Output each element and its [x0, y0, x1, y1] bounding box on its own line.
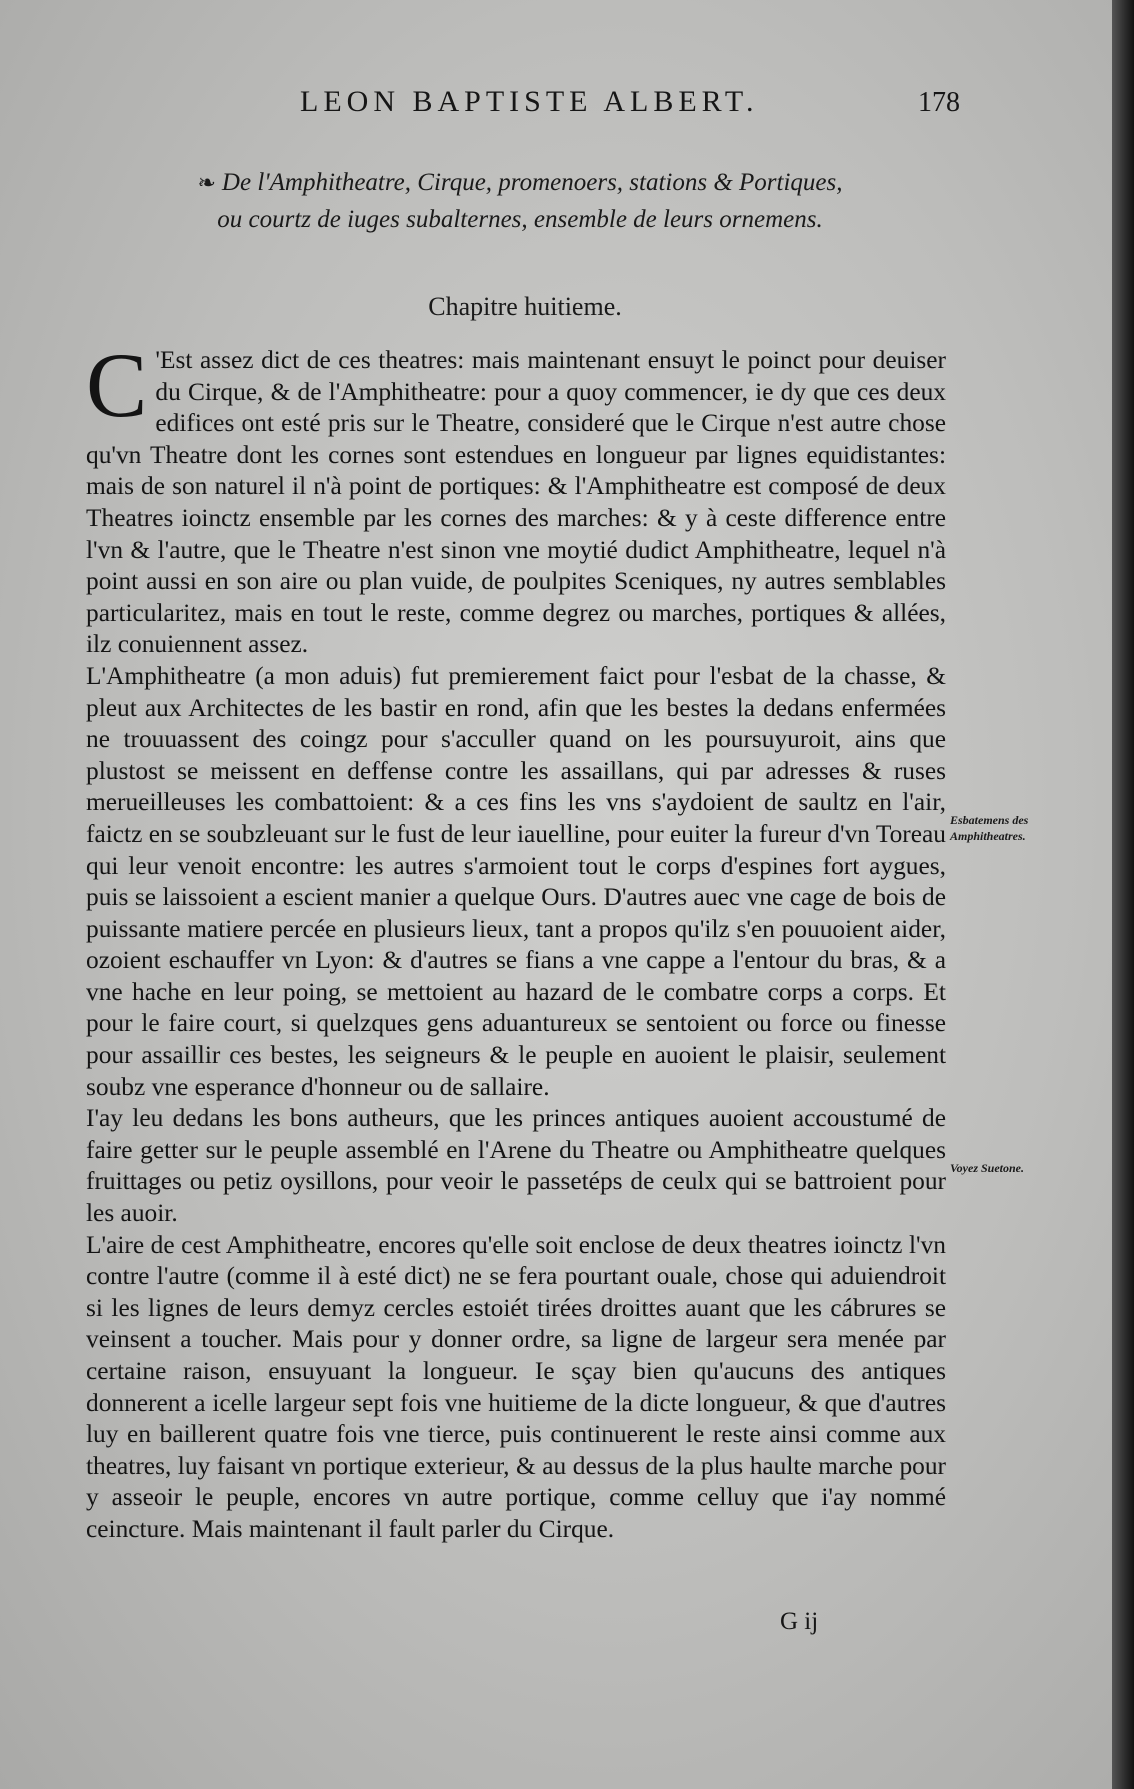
- paragraph: L'aire de cest Amphitheatre, encores qu'elle soit enclose de deux theatres ioinctz l'vn contre l'autre (comme il à esté dict) ne se fera pourtant ouale, chose qui aduiendroit si les lignes de leurs demyz cercles estoiét tirées droittes auant que les cábrures se veinsent a toucher. Mais pour y donner ordre, sa ligne de largeur sera menée par certaine raison, ensuyuant la longueur. Ie sçay bien qu'aucuns des antiques donnerent a icelle largeur sept fois vne huitieme de la dicte longueur, & que d'autres luy en baillerent quatre fois vne tierce, puis continuerent le reste ainsi comme aux theatres, luy faisant vn portique exterieur, & au dessus de la plus haulte marche pour y asseoir le peuple, encores vn autre portique, comme celluy que i'ay nommé ceincture. Mais maintenant il fault parler du Cirque.: [86, 1230, 946, 1543]
- margin-note: Esbatemens des Amphitheatres.: [950, 813, 1029, 843]
- page-edge: [1112, 0, 1134, 1789]
- paragraph: L'Amphitheatre (a mon aduis) fut premierement faict pour l'esbat de la chasse, & pleut aux Architectes de les bastir en rond, afin que les bestes la dedans enfermées ne trouuassent des coingz pour s'acculler quand on les poursuyuroit, ains que plustost se meissent en deffense contre les assaillans, qui par adresses & ruses merueilleuses les combattoient: & a ces fins les vns s'aydoient de saultz en l'air, faictz en se soubzleuant sur le fust de leur iauelline, pour euiter la fureur d'vn Toreau qui leur venoit encontre: les autres s'armoient tout le corps d'espines fort aygues, puis se laissoient a escient manier a quelque Ours. D'autres auec vne cage de bois de puissante matiere percée en plusieurs lieux, tant a propos qu'ilz s'en pouuoient aider, ozoient eschauffer vn Lyon: & d'autres se fians a vne cappe a l'entour du bras, & a vne hache en leur poing, se mettoient au hazard de le combatre corps a corps. Et pour le faire court, si quelzques gens aduantureux se sentoient ou force ou finesse pour assaillir ces bestes, les seigneurs & le peuple en auoient le plaisir, seulement soubz vne esperance d'honneur ou de sallaire.: [86, 661, 946, 1101]
- page-header: [300, 85, 960, 119]
- paragraph-text: 'Est assez dict de ces theatres: mais maintenant ensuyt le poinct pour deuiser du Cirque, & de l'Amphitheatre: pour a quoy commencer, ie dy que ces deux edifices ont esté pris sur le Theatre, consideré que le Cirque n'est autre chose qu'vn Theatre dont les cornes sont estendues en longueur par lignes equidistantes: mais de son naturel il n'à point de portiques: & l'Amphitheatre est composé de deux Theatres ioinctz ensemble par les cornes des marches: & y à ceste difference entre l'vn & l'autre, que le Theatre n'est sinon vne moytié dudict Amphitheatre, lequel n'à point aussi en son aire ou plan vuide, de poulpites Sceniques, ny autres semblables particularitez, mais en tout le reste, comme degrez ou marches, portiques & allées, ilz conuiennent assez.: [86, 346, 946, 659]
- drop-cap: C: [86, 334, 148, 436]
- body-text: [86, 334, 946, 1546]
- signature-mark: G ij: [780, 1608, 819, 1635]
- chapter-title: [190, 164, 850, 238]
- running-head: LEON BAPTISTE ALBERT.: [300, 85, 759, 118]
- paragraph: [86, 334, 946, 661]
- chapter-number: Chapitre huitieme.: [428, 292, 622, 321]
- chapter-title-text: De l'Amphitheatre, Cirque, promenoers, stations & Portiques, ou courtz de iuges subalternes, ensemble de leurs ornemens.: [217, 169, 843, 233]
- page-number: 178: [918, 87, 960, 118]
- margin-note: Voyez Suetone.: [950, 1161, 1025, 1175]
- fleuron-icon: ❧: [197, 170, 216, 195]
- paragraph: I'ay leu dedans les bons autheurs, que les princes antiques auoient accoustumé de faire getter sur le peuple assemblé en l'Arene du Theatre ou Amphitheatre quelques fruittages ou petiz oysillons, pour veoir le passetéps de ceulx qui se battroient pour les auoir.: [86, 1104, 946, 1228]
